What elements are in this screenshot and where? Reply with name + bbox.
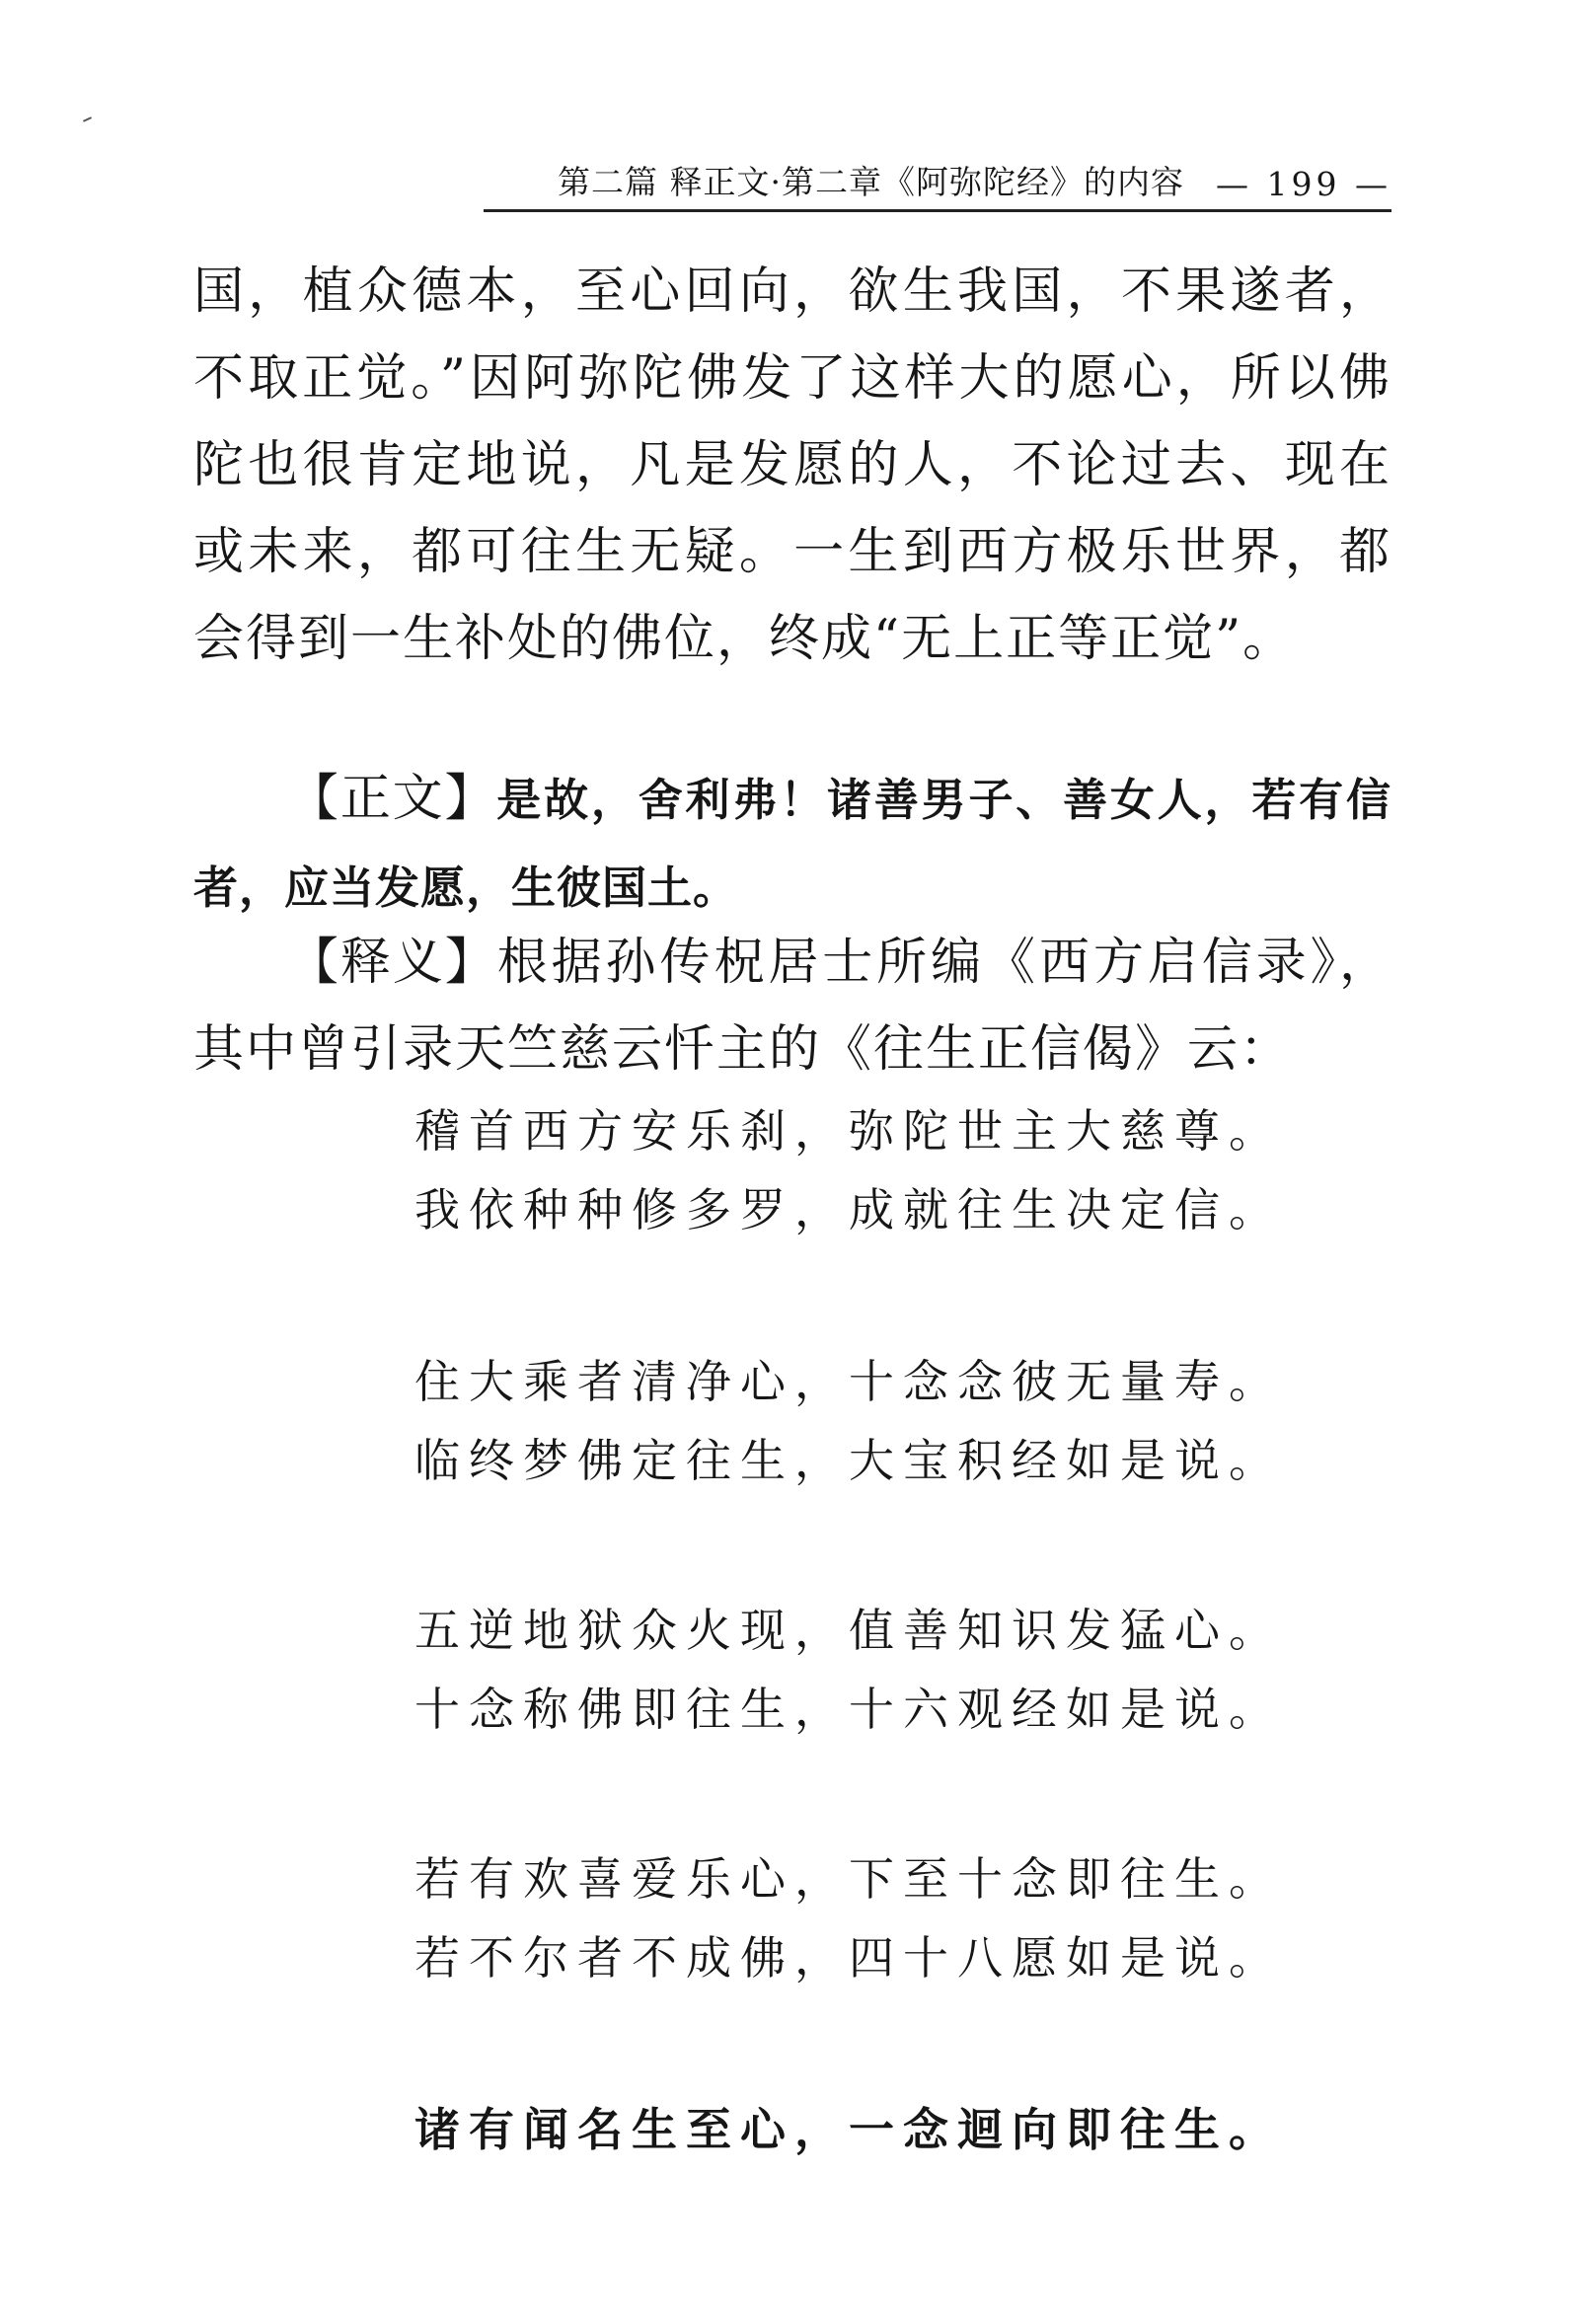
running-header (484, 158, 1391, 212)
scan-speck (83, 116, 92, 122)
verse-line: 住大乘者清净心，十念念彼无量寿。 (414, 1355, 1283, 1408)
header-title: 第二篇 释正文·第二章《阿弥陀经》的内容 (558, 163, 1185, 201)
verse-line: 五逆地狱众火现，值善知识发猛心。 (414, 1604, 1283, 1657)
verse-line: 诸有闻名生至心，一念迴向即往生。 (414, 2103, 1283, 2156)
scripture-label: 【正文】 (288, 770, 497, 828)
verse-line: 稽首西方安乐刹，弥陀世主大慈尊。 (414, 1104, 1283, 1158)
verse-line: 我依种种修多罗，成就往生决定信。 (414, 1183, 1283, 1237)
commentary-label: 【释义】 (288, 934, 497, 992)
verse-line: 临终梦佛定往生，大宝积经如是说。 (414, 1434, 1283, 1487)
verse-line: 若不尔者不成佛，四十八愿如是说。 (414, 1931, 1283, 1985)
commentary-paragraph (193, 920, 1391, 1093)
scripture-text: 是故，舍利弗！诸善男子、善女人，若有信者，应当发愿，生彼国土。 (193, 774, 1391, 914)
verse-line: 若有欢喜爱乐心，下至十念即往生。 (414, 1852, 1283, 1906)
page-number: — 199 — (1216, 165, 1391, 203)
verse-line: 十念称佛即往生，十六观经如是说。 (414, 1683, 1283, 1736)
continued-paragraph: 国，植众德本，至心回向，欲生我国，不果遂者，不取正觉。”因阿弥陀佛发了这样大的愿心，所以佛陀也很肯定地说，凡是发愿的人，不论过去、现在或未来，都可往生无疑。一生到西方极乐世界，都会得到一生补处的佛位，终成“无上正等正觉”。 (193, 262, 1391, 668)
commentary-text: 根据孙传柷居士所编《西方启信录》，其中曾引录天竺慈云忏主的《往生正信偈》云： (193, 934, 1391, 1079)
scripture-paragraph (193, 756, 1391, 932)
